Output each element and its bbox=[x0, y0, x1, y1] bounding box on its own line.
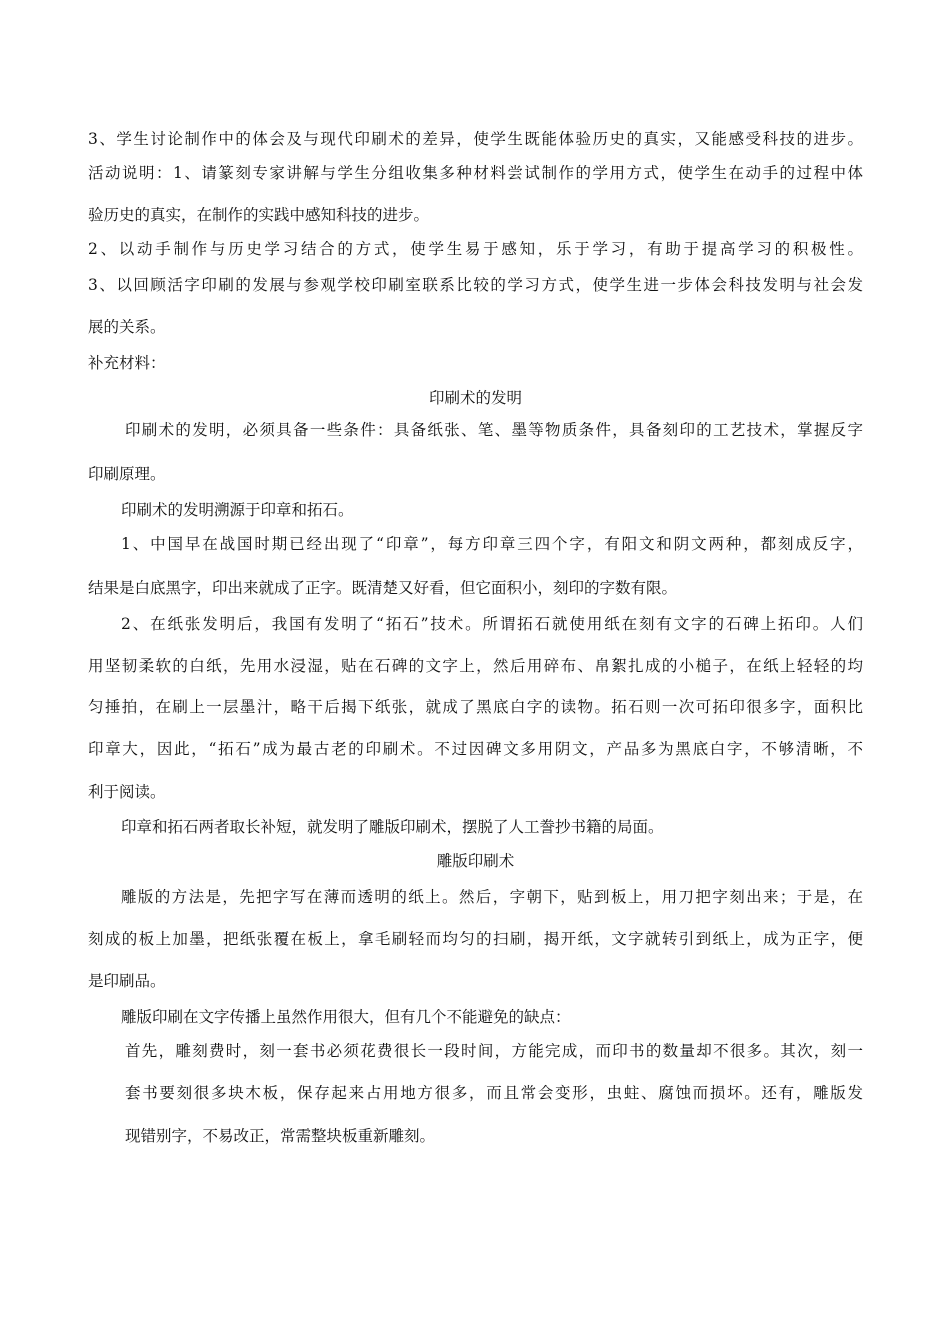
paragraph-line: 匀捶拍，在刷上一层墨汁，略干后揭下纸张，就成了黑底白字的读物。拓石则一次可拓印很多字，面积比 bbox=[88, 698, 863, 716]
paragraph-line: 印刷术的发明，必须具备一些条件：具备纸张、笔、墨等物质条件，具备刻印的工艺技术，掌握反字 bbox=[125, 421, 863, 439]
paragraph-line: 印刷术的发明溯源于印章和拓石。 bbox=[121, 501, 354, 519]
paragraph-line: 3、以回顾活字印刷的发展与参观学校印刷室联系比较的学习方式，使学生进一步体会科技发明与社会发 bbox=[88, 276, 863, 294]
paragraph-line: 雕版印刷在文字传播上虽然作用很大，但有几个不能避免的缺点： bbox=[121, 1008, 571, 1026]
supplement-label: 补充材料： bbox=[88, 354, 166, 372]
paragraph-line: 2、在纸张发明后，我国有发明了“拓石”技术。所谓拓石就使用纸在刻有文字的石碑上拓印。人们 bbox=[121, 615, 863, 633]
paragraph-line: 展的关系。 bbox=[88, 318, 166, 336]
list-item-line: 现错别字，不易改正，常需整块板重新雕刻。 bbox=[125, 1127, 436, 1145]
paragraph-line: 用坚韧柔软的白纸，先用水浸湿，贴在石碑的文字上，然后用碎布、帛絮扎成的小槌子，在纸上轻轻的均 bbox=[88, 657, 863, 675]
paragraph-line: 1、中国早在战国时期已经出现了“印章”，每方印章三四个字，有阳文和阴文两种，都刻成反字， bbox=[121, 535, 863, 553]
paragraph-line: 利于阅读。 bbox=[88, 783, 166, 801]
paragraph-line: 活动说明：1、请篆刻专家讲解与学生分组收集多种材料尝试制作的学用方式，使学生在动手的过程中体 bbox=[88, 164, 863, 182]
paragraph-line: 雕版的方法是，先把字写在薄而透明的纸上。然后，字朝下，贴到板上，用刀把字刻出来；于是，在 bbox=[121, 888, 863, 906]
list-item-line: 套书要刻很多块木板，保存起来占用地方很多，而且常会变形，虫蛀、腐蚀而损坏。还有，雕版发 bbox=[125, 1084, 863, 1102]
paragraph-line: 2、以动手制作与历史学习结合的方式，使学生易于感知，乐于学习，有助于提高学习的积极性。 bbox=[88, 240, 863, 258]
section-heading: 印刷术的发明 bbox=[428, 389, 522, 407]
paragraph-line: 印章大，因此，“拓石”成为最古老的印刷术。不过因碑文多用阴文，产品多为黑底白字，不够清晰，不 bbox=[88, 740, 863, 758]
paragraph-line: 刻成的板上加墨，把纸张覆在板上，拿毛刷轻而均匀的扫刷，揭开纸，文字就转引到纸上，成为正字，便 bbox=[88, 930, 863, 948]
paragraph-line: 印刷原理。 bbox=[88, 465, 166, 483]
section-heading: 雕版印刷术 bbox=[436, 852, 515, 870]
paragraph-line: 验历史的真实，在制作的实践中感知科技的进步。 bbox=[88, 206, 430, 224]
paragraph-line: 3、学生讨论制作中的体会及与现代印刷术的差异，使学生既能体验历史的真实，又能感受科技的进步。 bbox=[88, 130, 863, 148]
paragraph-line: 是印刷品。 bbox=[88, 972, 166, 990]
paragraph-line: 印章和拓石两者取长补短，就发明了雕版印刷术，摆脱了人工誊抄书籍的局面。 bbox=[121, 818, 664, 836]
list-item-line: 首先，雕刻费时，刻一套书必须花费很长一段时间，方能完成，而印书的数量却不很多。其次，刻一 bbox=[125, 1042, 863, 1060]
paragraph-line: 结果是白底黑字，印出来就成了正字。既清楚又好看，但它面积小，刻印的字数有限。 bbox=[88, 579, 678, 597]
